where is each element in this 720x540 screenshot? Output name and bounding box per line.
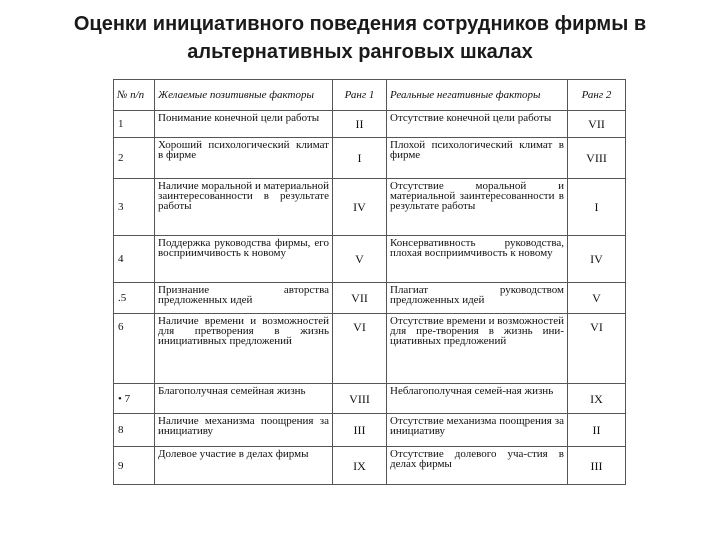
rank1-value: IV bbox=[333, 179, 387, 236]
page-title bbox=[0, 10, 720, 66]
positive-factor: Благополучная семейная жизнь bbox=[155, 384, 333, 414]
rank2-value: IX bbox=[568, 384, 626, 414]
rank1-value: IX bbox=[333, 447, 387, 485]
rank1-value: VI bbox=[333, 314, 387, 384]
positive-factor: Наличие моральной и материальной заинтересованности в результате работы bbox=[155, 179, 333, 236]
rank2-value: VII bbox=[568, 111, 626, 138]
table-header-row bbox=[114, 80, 626, 111]
table-row bbox=[114, 447, 626, 485]
header-negative: Реальные негативные факторы bbox=[387, 80, 568, 111]
title-line-2: альтернативных ранговых шкалах bbox=[187, 41, 533, 63]
header-rank2: Ранг 2 bbox=[568, 80, 626, 111]
positive-factor: Понимание конечной цели работы bbox=[155, 111, 333, 138]
negative-factor: Отсутствие моральной и материальной заинтересованности в результате работы bbox=[387, 179, 568, 236]
row-num: 2 bbox=[114, 138, 155, 179]
negative-factor: Отсутствие долевого уча-стия в делах фирмы bbox=[387, 447, 568, 485]
table-row bbox=[114, 414, 626, 447]
table-row bbox=[114, 314, 626, 384]
table-row bbox=[114, 283, 626, 314]
positive-factor: Признание авторства предложенных идей bbox=[155, 283, 333, 314]
table-row bbox=[114, 179, 626, 236]
title-line-1: Оценки инициативного поведения сотрудников фирмы в bbox=[73, 13, 647, 35]
rank2-value: IV bbox=[568, 236, 626, 283]
row-num: 8 bbox=[114, 414, 155, 447]
row-num: 9 bbox=[114, 447, 155, 485]
rank2-value: II bbox=[568, 414, 626, 447]
row-num: 1 bbox=[114, 111, 155, 138]
rank1-value: III bbox=[333, 414, 387, 447]
negative-factor: Плагиат руководством предложенных идей bbox=[387, 283, 568, 314]
rank1-value: I bbox=[333, 138, 387, 179]
negative-factor: Консервативность руководства, плохая восприимчивость к новому bbox=[387, 236, 568, 283]
rank1-value: V bbox=[333, 236, 387, 283]
header-rank1: Ранг 1 bbox=[333, 80, 387, 111]
rank2-value: III bbox=[568, 447, 626, 485]
table-row bbox=[114, 111, 626, 138]
negative-factor: Плохой психологический климат в фирме bbox=[387, 138, 568, 179]
table-row bbox=[114, 384, 626, 414]
negative-factor: Отсутствие конечной цели работы bbox=[387, 111, 568, 138]
positive-factor: Поддержка руководства фирмы, его восприимчивость к новому bbox=[155, 236, 333, 283]
rank2-value: V bbox=[568, 283, 626, 314]
negative-factor: Неблагополучная семей-ная жизнь bbox=[387, 384, 568, 414]
rank2-value: I bbox=[568, 179, 626, 236]
row-num: 6 bbox=[114, 314, 155, 384]
positive-factor: Долевое участие в делах фирмы bbox=[155, 447, 333, 485]
row-num: 4 bbox=[114, 236, 155, 283]
ranking-table bbox=[113, 79, 626, 485]
positive-factor: Наличие механизма поощрения за инициативу bbox=[155, 414, 333, 447]
rank2-value: VIII bbox=[568, 138, 626, 179]
rank1-value: II bbox=[333, 111, 387, 138]
row-num: • 7 bbox=[114, 384, 155, 414]
table-row bbox=[114, 138, 626, 179]
rank1-value: VII bbox=[333, 283, 387, 314]
row-num: 3 bbox=[114, 179, 155, 236]
rank2-value: VI bbox=[568, 314, 626, 384]
table-row bbox=[114, 236, 626, 283]
positive-factor: Наличие времени и возможностей для претворения в жизнь инициативных предложений bbox=[155, 314, 333, 384]
rank1-value: VIII bbox=[333, 384, 387, 414]
negative-factor: Отсутствие времени и возможностей для пре-творения в жизнь ини-циативных предложений bbox=[387, 314, 568, 384]
negative-factor: Отсутствие механизма поощрения за инициативу bbox=[387, 414, 568, 447]
header-num: № п/п bbox=[114, 80, 155, 111]
positive-factor: Хороший психологический климат в фирме bbox=[155, 138, 333, 179]
row-num: .5 bbox=[114, 283, 155, 314]
header-positive: Желаемые позитивные факторы bbox=[155, 80, 333, 111]
